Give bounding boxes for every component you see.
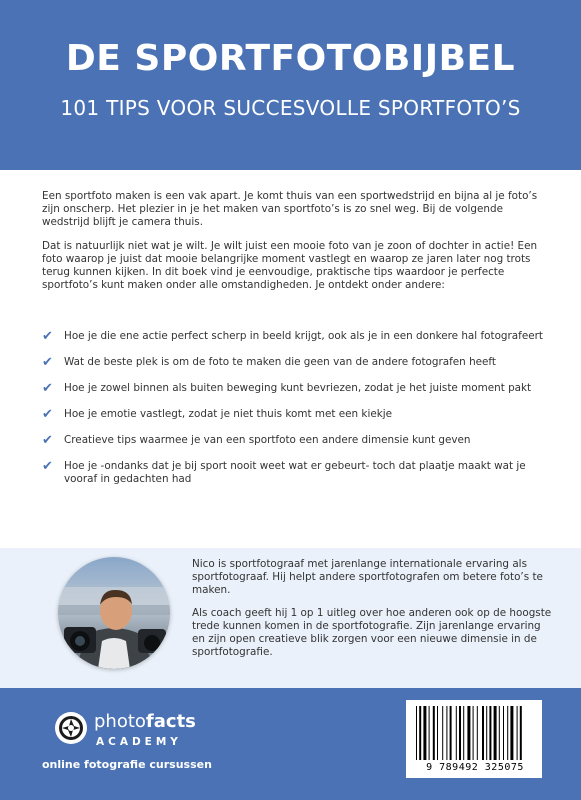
barcode-bar [416, 706, 417, 760]
brand-name [94, 712, 196, 732]
barcode-bar [507, 706, 508, 760]
tip-item [42, 330, 547, 343]
barcode-bar [423, 706, 426, 760]
header-band [0, 0, 581, 170]
barcode-bar [467, 706, 470, 760]
barcode-bar [499, 706, 500, 760]
barcode-bar [486, 706, 487, 760]
brand-academy: ACADEMY [96, 736, 182, 748]
tips-list [42, 330, 547, 499]
aperture-logo-icon [55, 712, 87, 744]
tip-item [42, 356, 547, 369]
check-icon: ✔ [42, 433, 53, 448]
barcode-bar [494, 706, 497, 760]
tip-item [42, 434, 547, 447]
check-icon: ✔ [42, 355, 53, 370]
barcode-bar [459, 706, 461, 760]
tip-text: Hoe je -ondanks dat je bij sport nooit weet wat er gebeurt- toch dat plaatje maakt wat je vooraf in gedachten had [64, 460, 526, 485]
check-icon: ✔ [42, 381, 53, 396]
barcode-bar [520, 706, 522, 760]
barcode-bar [419, 706, 421, 760]
check-icon: ✔ [42, 407, 53, 422]
barcode-bar [456, 706, 457, 760]
intro-text [42, 190, 542, 303]
barcode-bar [433, 706, 435, 760]
barcode-bar [489, 706, 491, 760]
tip-item [42, 408, 547, 421]
book-title: DE SPORTFOTOBIJBEL [65, 38, 516, 79]
bio-paragraph: Als coach geeft hij 1 op 1 uitleg over hoe anderen ook op de hoogste trede kunnen komen in de sportfotografie. Zijn jarenlange ervaring en zijn open creatieve blik zorgen voor een nieuwe dimensie in de sportfotografie. [192, 607, 552, 658]
tip-text: Hoe je emotie vastlegt, zodat je niet thuis komt met een kiekje [64, 408, 393, 420]
barcode-bar [477, 706, 478, 760]
tip-item [42, 460, 547, 486]
barcode-bar [463, 706, 464, 760]
check-icon: ✔ [42, 329, 53, 344]
tip-text: Wat de beste plek is om de foto te maken die geen van de andere fotografen heeft [64, 356, 496, 368]
isbn-number: 9 789492 325075 [426, 762, 524, 773]
barcode-bar [473, 706, 474, 760]
brand-tagline: online fotografie cursussen [42, 758, 212, 771]
tip-text: Hoe je die ene actie perfect scherp in beeld krijgt, ook als je in een donkere hal fotografeert [64, 330, 543, 342]
intro-paragraph: Een sportfoto maken is een vak apart. Je komt thuis van een sportwedstrijd en bijna al je foto’s zijn onscherp. Het plezier in je het maken van sportfoto’s is zo snel weg. Bij de volgende wedstrijd blijft je camera thuis. [42, 190, 538, 228]
author-bio [192, 558, 552, 669]
brand-name-light: photo [94, 711, 146, 732]
barcode-bar [517, 706, 518, 760]
bio-paragraph: Nico is sportfotograaf met jarenlange internationale ervaring als sportfotograaf. Hij helpt andere sportfotografen om betere foto’s te maken. [192, 558, 543, 596]
barcode-bar [510, 706, 513, 760]
barcode-bar [503, 706, 504, 760]
brand-name-bold: facts [145, 711, 196, 732]
author-photo [58, 557, 170, 669]
barcode-bar [442, 706, 443, 760]
book-subtitle: 101 TIPS VOOR SUCCESVOLLE SPORTFOTO’S [60, 96, 521, 120]
barcode-bar [437, 706, 438, 760]
intro-paragraph: Dat is natuurlijk niet wat je wilt. Je wilt juist een mooie foto van je zoon of dochter in actie! Een foto waarop je juist dat mooie belangrijke moment vastlegt en waarop ze jaren later nog trots terug kunnen kijken. In dit boek vind je eenvoudige, praktische tips waardoor je perfecte sportfoto’s kunt maken onder alle omstandigheden. Je ontdekt onder andere: [42, 240, 538, 291]
barcode-bar [482, 706, 484, 760]
barcode-bar [450, 706, 452, 760]
tip-item [42, 382, 547, 395]
check-icon: ✔ [42, 459, 53, 474]
tip-text: Creatieve tips waarmee je van een sportfoto een andere dimensie kunt geven [64, 434, 471, 446]
barcode-bar [429, 706, 430, 760]
tip-text: Hoe je zowel binnen als buiten beweging kunt bevriezen, zodat je het juiste moment pakt [64, 382, 532, 394]
barcode-bar [446, 706, 447, 760]
